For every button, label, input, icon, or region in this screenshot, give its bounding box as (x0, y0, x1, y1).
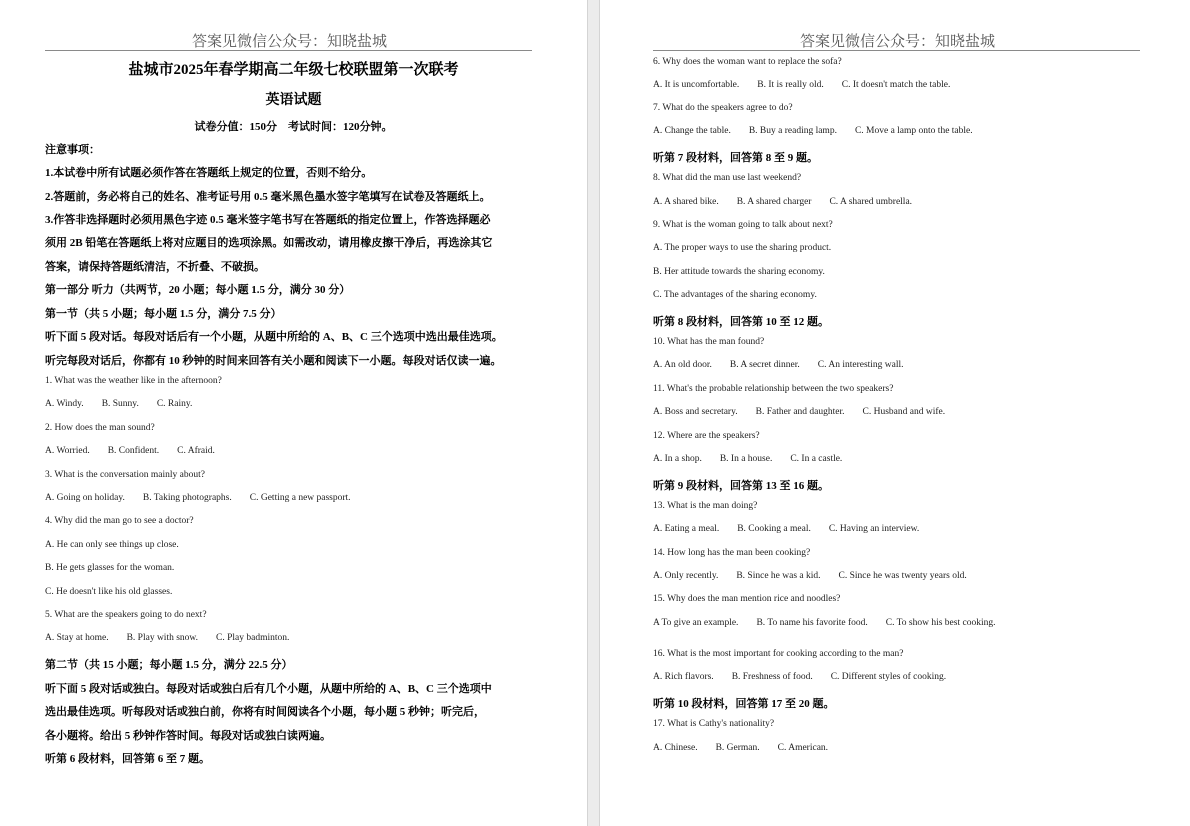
option: A. Boss and secretary. (653, 407, 738, 417)
option: B. Confident. (107, 446, 160, 456)
question-6: 6. Why does the woman want to replace the sofa? (653, 57, 842, 67)
question-14-options (653, 571, 967, 581)
option: B. It is really old. (757, 80, 824, 90)
option: A. Worried. (45, 446, 90, 456)
question-16-options (653, 672, 946, 682)
option: A. He can only see things up close. (45, 540, 179, 550)
option: C. Husband and wife. (862, 407, 946, 417)
question-13: 13. What is the man doing? (653, 501, 758, 511)
option: C. To show his best cooking. (885, 618, 996, 628)
question-17-options (653, 743, 828, 753)
notice-line: 1.本试卷中所有试题必须作答在答题纸上规定的位置，否则不给分。 (45, 167, 373, 179)
question-11-options (653, 407, 945, 417)
option: A. Eating a meal. (653, 524, 720, 534)
option: C. Move a lamp onto the table. (854, 126, 973, 136)
header-divider (45, 50, 532, 51)
question-12-options (653, 454, 842, 464)
question-15-options (653, 618, 995, 628)
option: B. Play with snow. (126, 633, 199, 643)
instruction-line: 各小题将。给出 5 秒钟作答时间。每段对话或独白读两遍。 (45, 730, 331, 742)
page-gutter (587, 0, 600, 826)
score-info: 试卷分值：150分 考试时间：120分钟。 (194, 121, 393, 133)
option: C. Afraid. (177, 446, 215, 456)
passage-heading: 听第 7 段材料，回答第 8 至 9 题。 (653, 152, 818, 164)
question-6-options (653, 80, 950, 90)
option: A. Windy. (45, 399, 84, 409)
question-9: 9. What is the woman going to talk about next? (653, 220, 833, 230)
option: A. Chinese. (653, 743, 698, 753)
option: C. Having an interview. (828, 524, 920, 534)
question-1-options (45, 399, 192, 409)
question-2-options (45, 446, 215, 456)
question-4: 4. Why did the man go to see a doctor? (45, 516, 194, 526)
question-10-options (653, 360, 904, 370)
question-11: 11. What's the probable relationship between the two speakers? (653, 384, 894, 394)
question-7-options (653, 126, 973, 136)
question-5-options (45, 633, 289, 643)
instruction-line: 听完每段对话后，你都有 10 秒钟的时间来回答有关小题和阅读下一小题。每段对话仅读一遍。 (45, 355, 502, 367)
question-8: 8. What did the man use last weekend? (653, 173, 802, 183)
option: A. In a shop. (653, 454, 702, 464)
option: C. A shared umbrella. (829, 197, 913, 207)
option: A. A shared bike. (653, 197, 719, 207)
question-13-options (653, 524, 919, 534)
question-10: 10. What has the man found? (653, 337, 765, 347)
page-right (600, 0, 1190, 826)
option: A To give an example. (653, 618, 739, 628)
instruction-line: 听下面 5 段对话或独白。每段对话或独白后有几个小题，从题中所给的 A、B、C 三个选项中 (45, 683, 492, 695)
notice-line: 须用 2B 铅笔在答题纸上将对应题目的选项涂黑。如需改动，请用橡皮擦干净后，再选涂其它 (45, 237, 493, 249)
option: B. Cooking a meal. (737, 524, 811, 534)
question-3: 3. What is the conversation mainly about? (45, 470, 205, 480)
option: B. To name his favorite food. (756, 618, 868, 628)
question-8-options (653, 197, 912, 207)
question-1: 1. What was the weather like in the afternoon? (45, 376, 222, 386)
exam-subtitle: 英语试题 (265, 93, 322, 108)
option: A. Going on holiday. (45, 493, 125, 503)
page-header: 答案见微信公众号：知晓盐城 (800, 32, 996, 50)
notice-line: 3.作答非选择题时必须用黑色字迹 0.5 毫米签字笔书写在答题纸的指定位置上，作答选择题必 (45, 214, 491, 226)
option: B. A secret dinner. (729, 360, 800, 370)
instruction-line: 听下面 5 段对话。每段对话后有一个小题，从题中所给的 A、B、C 三个选项中选出最佳选项。 (45, 331, 503, 343)
option: A. Only recently. (653, 571, 719, 581)
option: B. Since he was a kid. (736, 571, 821, 581)
question-12: 12. Where are the speakers? (653, 431, 760, 441)
page-header: 答案见微信公众号：知晓盐城 (192, 32, 388, 50)
option: C. The advantages of the sharing economy. (653, 290, 817, 300)
option: A. An old door. (653, 360, 712, 370)
option: B. A shared charger (736, 197, 812, 207)
option: C. Rainy. (156, 399, 193, 409)
passage-heading: 听第 6 段材料，回答第 6 至 7 题。 (45, 753, 210, 765)
section-heading: 第一节（共 5 小题；每小题 1.5 分，满分 7.5 分） (45, 308, 282, 320)
notice-line: 答案，请保持答题纸清洁，不折叠、不破损。 (45, 261, 265, 273)
question-15: 15. Why does the man mention rice and noodles? (653, 594, 841, 604)
option: A. Stay at home. (45, 633, 109, 643)
option: A. It is uncomfortable. (653, 80, 740, 90)
question-2: 2. How does the man sound? (45, 423, 155, 433)
notice-line: 2.答题前，务必将自己的姓名、准考证号用 0.5 毫米黑色墨水签字笔填写在试卷及答题纸上。 (45, 191, 491, 203)
option: B. Freshness of food. (731, 672, 813, 682)
option: C. It doesn't match the table. (841, 80, 951, 90)
exam-title: 盐城市2025年春学期高二年级七校联盟第一次联考 (128, 62, 459, 78)
option: C. Getting a new passport. (249, 493, 351, 503)
option: A. The proper ways to use the sharing product. (653, 243, 832, 253)
question-17: 17. What is Cathy's nationality? (653, 719, 775, 729)
instruction-line: 选出最佳选项。听每段对话或独白前，你将有时间阅读各个小题，每小题 5 秒钟；听完后， (45, 706, 485, 718)
question-3-options (45, 493, 351, 503)
option: C. American. (777, 743, 829, 753)
question-16: 16. What is the most important for cooking according to the man? (653, 649, 904, 659)
question-14: 14. How long has the man been cooking? (653, 548, 811, 558)
option: A. Rich flavors. (653, 672, 714, 682)
option: C. An interesting wall. (817, 360, 904, 370)
option: C. Play badminton. (216, 633, 290, 643)
passage-heading: 听第 8 段材料，回答第 10 至 12 题。 (653, 316, 829, 328)
option: A. Change the table. (653, 126, 731, 136)
page-left (0, 0, 587, 826)
option: C. Different styles of cooking. (830, 672, 947, 682)
header-divider (653, 50, 1140, 51)
option: B. Taking photographs. (142, 493, 232, 503)
option: B. Her attitude towards the sharing economy. (653, 267, 825, 277)
option: B. In a house. (719, 454, 773, 464)
question-7: 7. What do the speakers agree to do? (653, 103, 793, 113)
option: B. Buy a reading lamp. (748, 126, 837, 136)
part-heading: 第一部分 听力（共两节，20 小题；每小题 1.5 分，满分 30 分） (45, 284, 351, 296)
option: B. Sunny. (101, 399, 139, 409)
question-5: 5. What are the speakers going to do next? (45, 610, 207, 620)
option: C. Since he was twenty years old. (838, 571, 967, 581)
section-heading: 第二节（共 15 小题；每小题 1.5 分，满分 22.5 分） (45, 659, 293, 671)
option: B. Father and daughter. (755, 407, 845, 417)
option: C. He doesn't like his old glasses. (45, 587, 173, 597)
option: B. German. (715, 743, 760, 753)
passage-heading: 听第 10 段材料，回答第 17 至 20 题。 (653, 698, 835, 710)
passage-heading: 听第 9 段材料，回答第 13 至 16 题。 (653, 480, 829, 492)
notice-title: 注意事项： (45, 144, 100, 156)
option: B. He gets glasses for the woman. (45, 563, 175, 573)
option: C. In a castle. (790, 454, 843, 464)
